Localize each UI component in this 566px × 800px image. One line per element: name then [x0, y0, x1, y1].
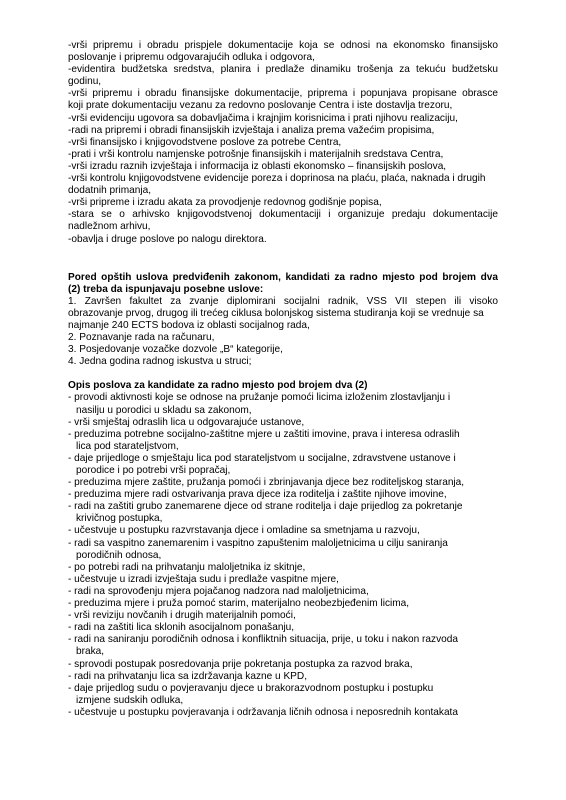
- requirement-line: obrazovanje prvog, drugog ili trećeg ciklusa bolonjskog sistema studiranja koji se vrednuje sa: [68, 307, 484, 319]
- job-duty-line: - preduzima mjere zaštite, pružanja pomoći i zbrinjavanja djece bez roditeljskog staranja,: [68, 477, 465, 489]
- duty-line: -vrši izradu raznih izvještaja i informacija iz oblasti ekonomsko – finansijskih poslova,: [68, 160, 447, 172]
- duty-line: -vrši finansijsko i knjigovodstvene poslove za potrebe Centra,: [68, 136, 342, 148]
- job-duty-line: - radi na zaštiti lica sklonih asocijalnom ponašanju,: [68, 622, 295, 634]
- job-duty-line: izmjene sudskih odluka,: [76, 694, 184, 706]
- job-duty-line: - provodi aktivnosti koje se odnose na pružanje pomoći licima izloženim zlostavljanju i: [68, 392, 451, 404]
- job-duty-line: - sprovodi postupak posredovanja prije pokretanja postupka za razvod braka,: [68, 658, 413, 670]
- heading-line: (2) treba da ispunjavaju posebne uslove:: [68, 283, 264, 295]
- duty-line: -vrši pripremu i obradu prispjele dokumentacije koja se odnosi na ekonomsko finansijsko: [68, 40, 498, 51]
- job-duty-line: - radi na saniranju porodičnih odnosa i konfliktnih situacija, prije, u toku i nakon razvoda: [68, 634, 458, 646]
- duty-line: dodatnih primanja,: [68, 185, 152, 197]
- job-duty-line: porodice i po potrebi vrši popračaj,: [76, 465, 231, 476]
- job-duty-line: - po potrebi radi na prihvatanju maloljetnika iz skitnje,: [68, 561, 306, 573]
- duty-line: -prati i vrši kontrolu namjenske potrošnje finansijskih i materijalnih sredstava Centra,: [68, 148, 444, 160]
- job-duty-line: - daje prijedloge o smještaju lica pod starateljstvom u socijalne, zdravstvene ustanove i: [68, 452, 456, 464]
- duty-line: godinu,: [68, 76, 102, 88]
- heading-line: Pored opštih uslova predviđenih zakonom, kandidati za radno mjesto pod brojem dva: [68, 271, 498, 283]
- duty-line: -vrši pripreme i izradu akata za provodjenje redovnog godišnje popisa,: [68, 197, 382, 209]
- job-duty-line: nasilju u porodici u skladu sa zakonom,: [76, 404, 252, 416]
- job-duty-line: - učestvuje u izradi izvještaja sudu i predlaže vaspitne mjere,: [68, 573, 339, 585]
- job-duty-line: - preduzima mjere radi ostvarivanja prava djece iza roditelja i zaštite njihove imovine,: [68, 489, 447, 501]
- job-duty-line: - daje prijedlog sudu o povjeravanju djece u brakorazvodnom postupku i postupku: [68, 682, 434, 694]
- duty-line: -stara se o arhivsko knjigovodstvenoj dokumentaciji i organizuje predaju dokumentacije: [68, 209, 498, 221]
- job-duty-line: - radi na prihvatanju lica sa izdržavanja kazne u KPD,: [68, 670, 308, 682]
- duty-line: koji prate dokumentaciju vezanu za redovno poslovanje Centra i iste dostavlja trezoru,: [68, 100, 453, 112]
- job-duty-line: - preduzima mjere i pruža pomoć starim, materijalno neobezbjeđenim licima,: [68, 598, 410, 610]
- job-duty-line: krivičnog postupka,: [76, 513, 163, 525]
- requirement-line: 2. Poznavanje rada na računaru,: [68, 332, 215, 344]
- duty-line: -obavlja i druge poslove po nalogu direktora.: [68, 233, 267, 245]
- job-duty-line: - učestvuje u postupku povjeravanja i održavanja ličnih odnosa i neposrednih kontakata: [68, 706, 458, 718]
- requirement-line: 3. Posjedovanje vozačke dozvole „B“ kategorije,: [68, 344, 283, 356]
- job-description-heading: Opis poslova za kandidate za radno mjesto pod brojem dva (2): [68, 380, 368, 392]
- section-duties-list: [68, 40, 498, 246]
- job-duty-line: - vrši reviziju novčanih i drugih materijalnih pomoći,: [68, 610, 296, 622]
- job-duty-line: lica pod starateljstvom,: [76, 440, 179, 452]
- duty-line: -vrši kontrolu knjigovodstvene evidencije poreza i doprinosa na plaću, plaća, naknada i drugih: [68, 173, 486, 185]
- requirement-line: najmanje 240 ECTS bodova iz oblasti socijalnog rada,: [68, 319, 310, 331]
- duty-line: -vrši pripremu i obradu finansijske dokumentacije, priprema i popunjava propisane obrasce: [68, 88, 498, 100]
- section-spacer: [68, 246, 498, 272]
- duty-line: -evidentira budžetska sredstva, planira i predlaže dinamiku trošenja za tekuću budžetsku: [68, 64, 498, 76]
- document-page: [68, 40, 498, 719]
- requirements-heading: [68, 272, 498, 296]
- job-duty-line: - preduzima potrebne socijalno-zaštitne mjere u zaštiti imovine, prava i interesa odraslih: [68, 428, 460, 440]
- duty-line: -radi na pripremi i obradi finansijskih izvještaja i analiza prema važećim propisima,: [68, 124, 435, 136]
- job-duty-line: - radi sa vaspitno zanemarenim i vaspitno zapuštenim maloljetnicima u cilju saniranja: [68, 537, 448, 549]
- job-duty-line: - učestvuje u postupku razvrstavanja djece i omladine sa smetnjama u razvoju,: [68, 525, 420, 537]
- job-duty-line: - vrši smještaj odraslih lica u odgovarajuće ustanove,: [68, 416, 305, 428]
- requirements-list: [68, 296, 498, 369]
- requirement-line: 1. Završen fakultet za zvanje diplomirani socijalni radnik, VSS VII stepen ili visoko: [68, 295, 498, 307]
- requirement-line: 4. Jedna godina radnog iskustva u struci;: [68, 356, 252, 368]
- job-duty-line: - radi na sprovođenju mjera pojačanog nadzora nad maloljetnicima,: [68, 585, 369, 597]
- job-duty-line: porodičnih odnosa,: [76, 549, 162, 561]
- job-duty-line: braka,: [76, 646, 105, 658]
- duty-line: nadležnom arhivu,: [68, 221, 151, 233]
- duty-line: -vrši evidenciju ugovora sa dobavljačima i krajnjim korisnicima i prati njihovu realizaciju,: [68, 112, 458, 124]
- section-spacer: [68, 368, 498, 380]
- duty-line: poslovanje i pripremu odgovarajućih odluka i odgovora,: [68, 52, 315, 64]
- job-description-list: [68, 392, 498, 719]
- job-duty-line: - radi na zaštiti grubo zanemarene djece od strane roditelja i daje prijedlog za pokretanje: [68, 501, 463, 513]
